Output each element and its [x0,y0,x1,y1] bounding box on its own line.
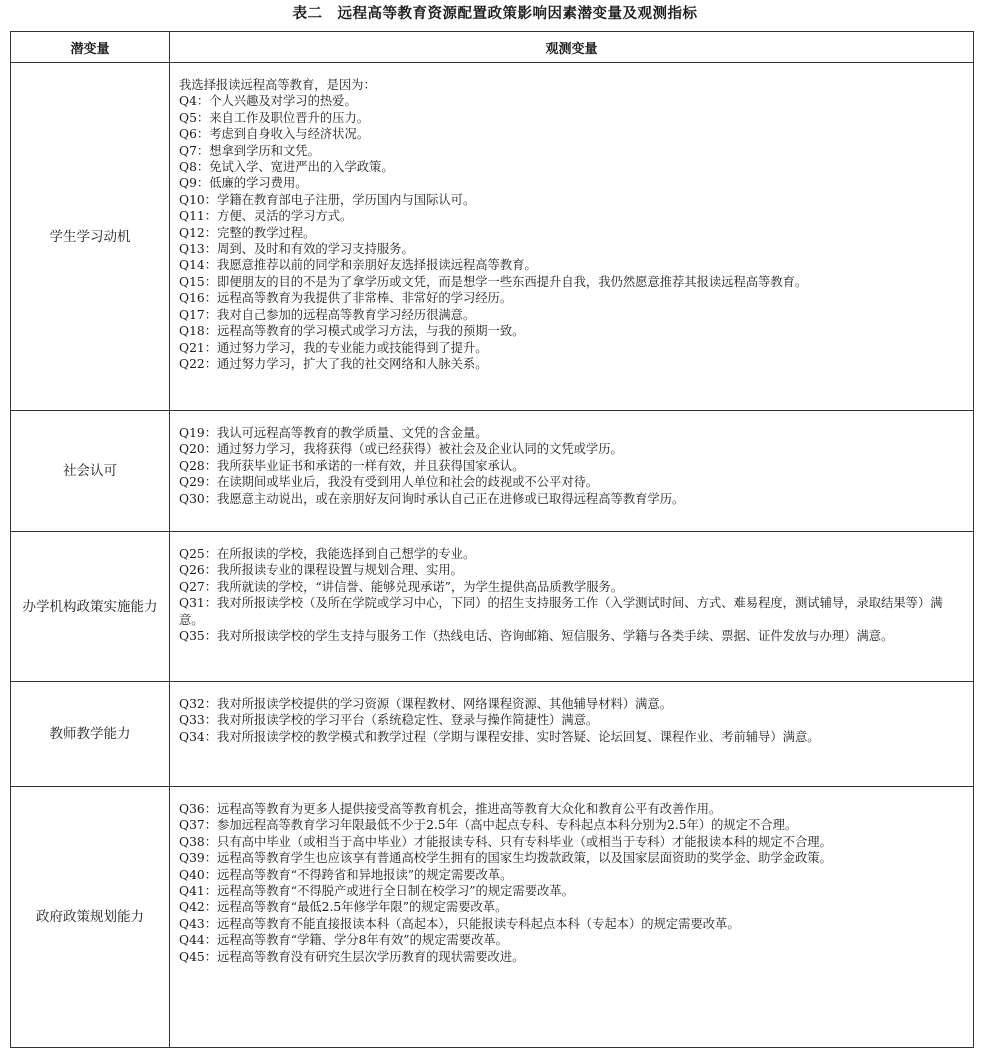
observed-item: Q5：来自工作及职位晋升的压力。 [179,110,370,125]
observed-item: Q15：即便朋友的目的不是为了拿学历或文凭，而是想学一些东西提升自我，我仍然愿意推荐其报读远程高等教育。 [179,274,808,289]
header-row [11,32,974,63]
header-observed: 观测变量 [170,32,974,63]
table-row [11,411,974,532]
observed-item: Q42：远程高等教育“最低2.5年修学年限”的规定需要改革。 [179,900,508,915]
observed-variables [170,787,974,1048]
table-row [11,532,974,682]
observed-item: Q39：远程高等教育学生也应该享有普通高校学生拥有的国家生均拨款政策，以及国家层面资助的奖学金、助学金政策。 [179,851,832,866]
observed-item: Q13：周到、及时和有效的学习支持服务。 [179,242,414,257]
observed-item: Q37：参加远程高等教育学习年限最低不少于2.5年（高中起点专科、专科起点本科分别为2.5年）的规定不合理。 [179,818,798,833]
observed-item: Q21：通过努力学习，我的专业能力或技能得到了提升。 [179,340,488,355]
observed-item: Q16：远程高等教育为我提供了非常棒、非常好的学习经历。 [179,291,513,306]
latent-variable: 政府政策规划能力 [11,787,170,1048]
indicator-table [10,31,974,1048]
observed-item: Q27：我所就读的学校，“讲信誉、能够兑现承诺”，为学生提供高品质教学服务。 [179,579,624,594]
observed-item: Q4：个人兴趣及对学习的热爱。 [179,94,357,109]
latent-variable: 办学机构政策实施能力 [11,532,170,682]
observed-item: 我选择报读远程高等教育，是因为： [179,78,376,92]
observed-item: Q20：通过努力学习，我将获得（或已经获得）被社会及企业认同的文凭或学历。 [179,442,623,457]
observed-item: Q35：我对所报读学校的学生支持与服务工作（热线电话、咨询邮箱、短信服务、学籍与各类手续、票据、证件发放与办理）满意。 [179,629,894,644]
observed-item: Q10：学籍在教育部电子注册，学历国内与国际认可。 [179,192,476,207]
observed-item: Q33：我对所报读学校的学习平台（系统稳定性、登录与操作简捷性）满意。 [179,713,599,728]
observed-item: Q14：我愿意推荐以前的同学和亲朋好友选择报读远程高等教育。 [179,258,537,273]
observed-variables [170,411,974,532]
observed-item: Q29：在读期间或毕业后，我没有受到用人单位和社会的歧视或不公平对待。 [179,475,599,490]
observed-item: Q31：我对所报读学校（及所在学院或学习中心，下同）的招生支持服务工作（入学测试时间、方式、难易程度，测试辅导，录取结果等）满意。 [179,596,943,627]
latent-variable: 学生学习动机 [11,63,170,411]
observed-item: Q44：远程高等教育“学籍、学分8年有效”的规定需要改革。 [179,933,508,948]
observed-item: Q12：完整的教学过程。 [179,225,316,240]
table-caption: 表二 远程高等教育资源配置政策影响因素潜变量及观测指标 [292,6,698,22]
observed-variables [170,532,974,682]
observed-item: Q26：我所报读专业的课程设置与规划合理、实用。 [179,563,463,578]
observed-item: Q22：通过努力学习，扩大了我的社交网络和人脉关系。 [179,356,488,371]
observed-item: Q8：免试入学、宽进严出的入学政策。 [179,160,394,175]
header-latent: 潜变量 [11,32,170,63]
observed-item: Q25：在所报读的学校，我能选择到自己想学的专业。 [179,547,476,561]
observed-item: Q45：远程高等教育没有研究生层次学历教育的现状需要改进。 [179,949,525,964]
observed-item: Q41：远程高等教育“不得脱产或进行全日制在校学习”的规定需要改革。 [179,884,574,899]
observed-item: Q7：想拿到学历和文凭。 [179,143,320,158]
latent-variable: 社会认可 [11,411,170,532]
observed-item: Q32：我对所报读学校提供的学习资源（课程教材、网络课程资源、其他辅导材料）满意。 [179,697,673,711]
table-row [11,682,974,787]
table-row [11,63,974,411]
observed-item: Q30：我愿意主动说出，或在亲朋好友问询时承认自己正在进修或已取得远程高等教育学历。 [179,491,685,506]
observed-item: Q9：低廉的学习费用。 [179,176,308,191]
observed-item: Q28：我所获毕业证书和承诺的一样有效，并且获得国家承认。 [179,458,525,473]
observed-item: Q34：我对所报读学校的教学模式和教学过程（学期与课程安排、实时答疑、论坛回复、课程作业、考前辅导）满意。 [179,729,820,744]
observed-item: Q43：远程高等教育不能直接报读本科（高起本），只能报读专科起点本科（专起本）的规定需要改革。 [179,916,740,931]
observed-item: Q40：远程高等教育“不得跨省和异地报读”的规定需要改革。 [179,867,513,882]
observed-variables [170,682,974,787]
observed-item: Q6：考虑到自身收入与经济状况。 [179,127,370,142]
observed-item: Q18：远程高等教育的学习模式或学习方法，与我的预期一致。 [179,324,525,339]
observed-item: Q17：我对自己参加的远程高等教育学习经历很满意。 [179,307,476,322]
table-row [11,787,974,1048]
observed-item: Q19：我认可远程高等教育的教学质量、文凭的含金量。 [179,426,488,440]
observed-item: Q36：远程高等教育为更多人提供接受高等教育机会，推进高等教育大众化和教育公平有改善作用。 [179,802,722,816]
observed-item: Q11：方便、灵活的学习方式。 [179,209,353,224]
observed-variables [170,63,974,411]
observed-item: Q38：只有高中毕业（或相当于高中毕业）才能报读专科、只有专科毕业（或相当于专科）才能报读本科的规定不合理。 [179,834,832,849]
latent-variable: 教师教学能力 [11,682,170,787]
